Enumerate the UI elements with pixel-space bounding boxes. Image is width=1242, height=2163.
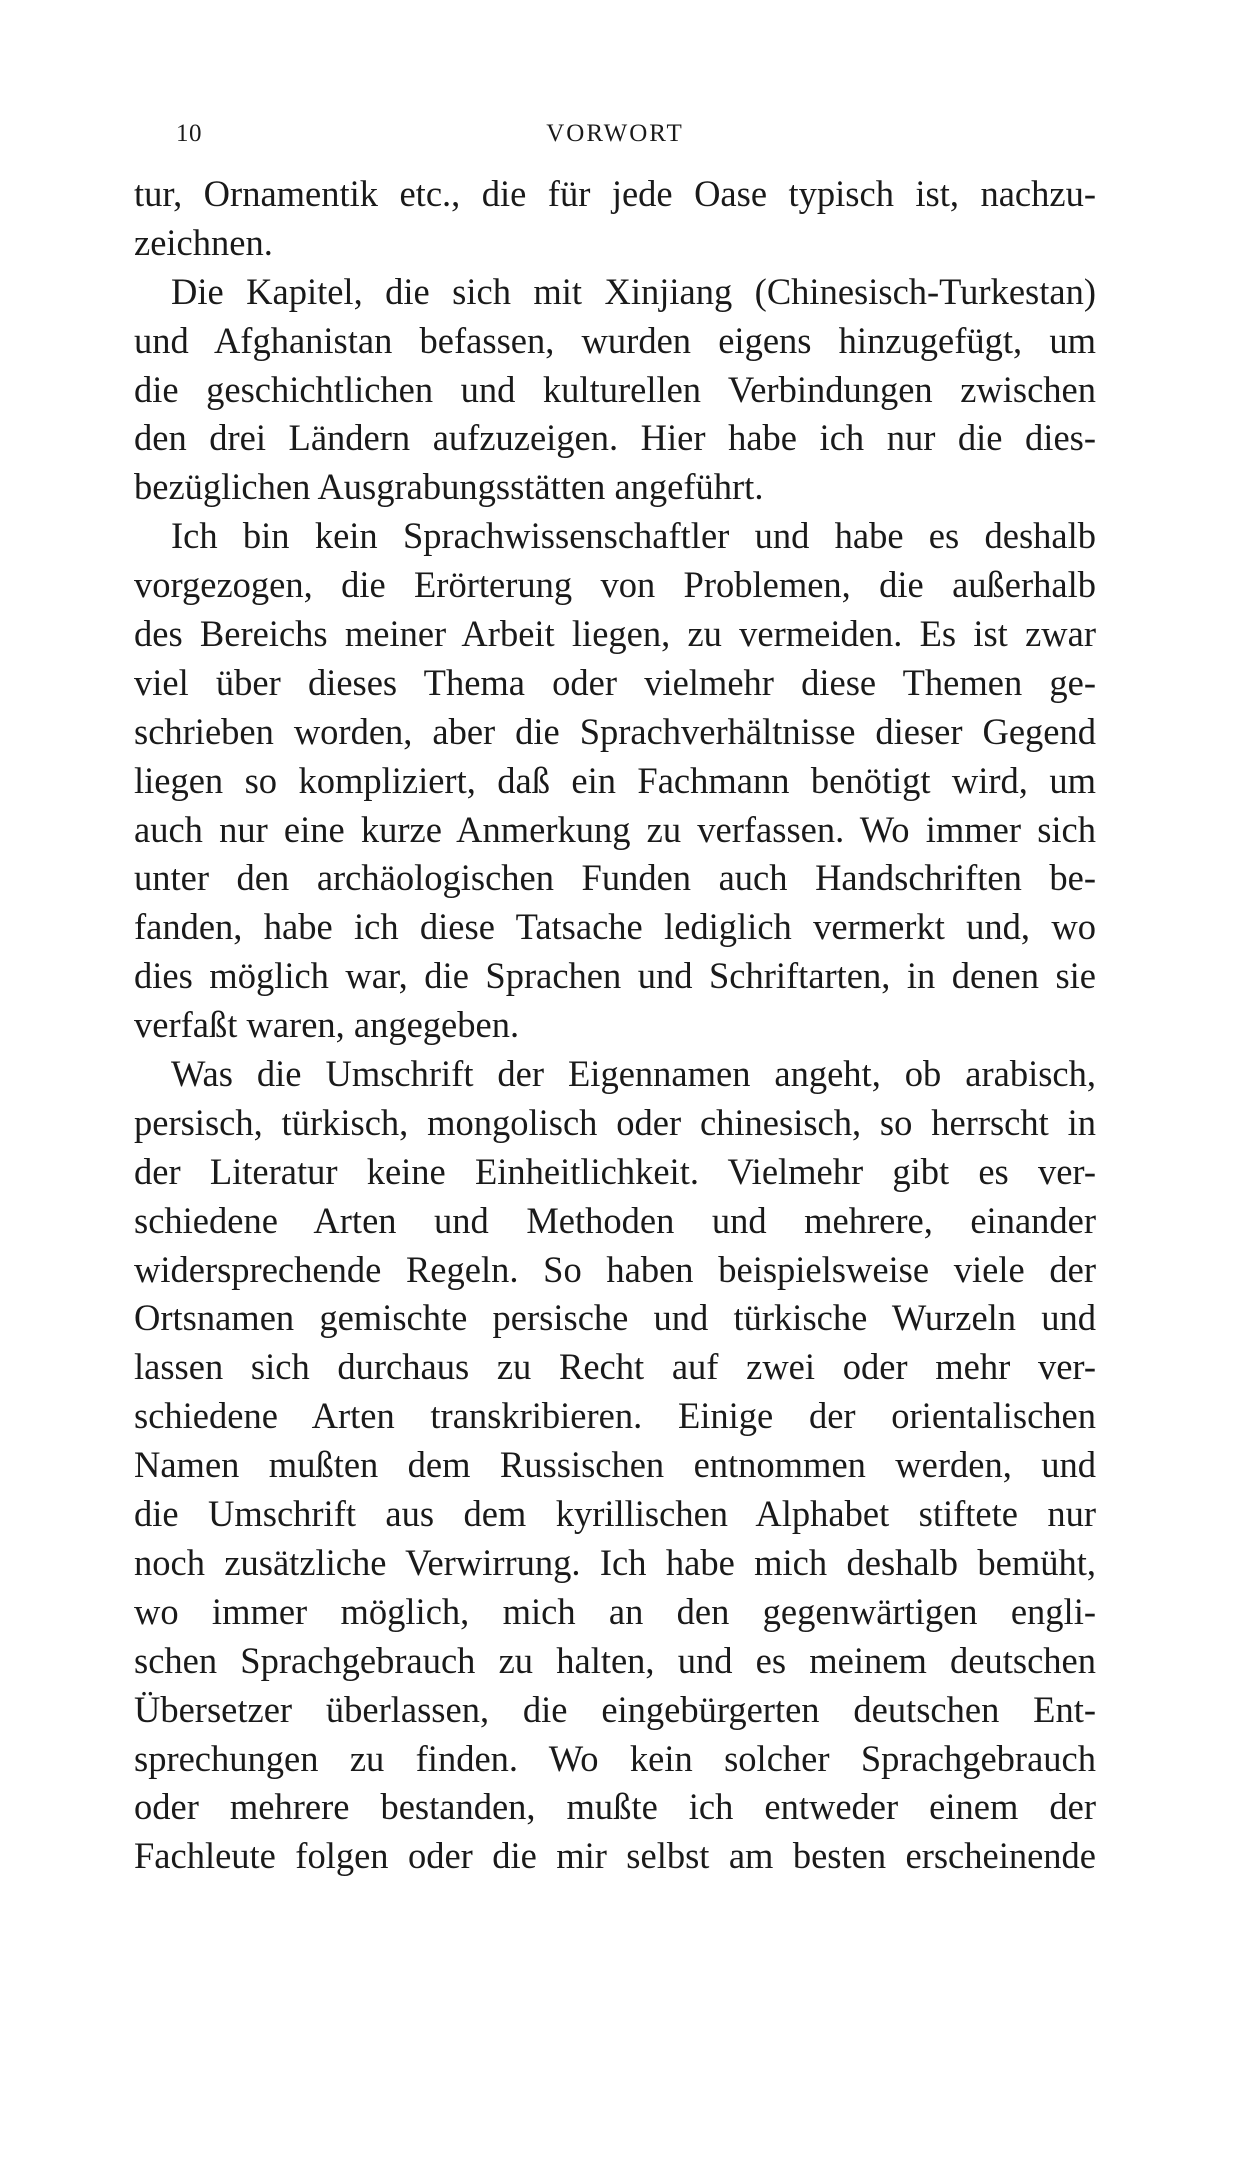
- text-line: des Bereichs meiner Arbeit liegen, zu vermeiden. Es ist zwar: [134, 613, 1096, 655]
- text-line: der Literatur keine Einheitlichkeit. Vielmehr gibt es ver-: [134, 1150, 1096, 1192]
- text-line: die Umschrift aus dem kyrillischen Alphabet stiftete nur: [134, 1493, 1096, 1535]
- text-line: vorgezogen, die Erörterung von Problemen, die außerhalb: [134, 564, 1096, 606]
- text-line: verfaßt waren, angegeben.: [134, 1004, 520, 1046]
- text-line: Fachleute folgen oder die mir selbst am besten erscheinende: [134, 1835, 1096, 1877]
- text-line: tur, Ornamentik etc., die für jede Oase typisch ist, nachzu-: [134, 173, 1096, 214]
- text-line: Übersetzer überlassen, die eingebürgerten deutschen Ent-: [134, 1688, 1096, 1730]
- text-line: und Afghanistan befassen, wurden eigens hinzugefügt, um: [134, 319, 1096, 361]
- text-line: dies möglich war, die Sprachen und Schriftarten, in denen sie: [134, 955, 1096, 997]
- text-line: schen Sprachgebrauch zu halten, und es meinem deutschen: [134, 1639, 1096, 1681]
- text-line: die geschichtlichen und kulturellen Verbindungen zwischen: [134, 368, 1096, 410]
- text-line: Ich bin kein Sprachwissenschaftler und habe es deshalb: [171, 515, 1096, 557]
- text-line: Was die Umschrift der Eigennamen angeht, ob arabisch,: [171, 1053, 1096, 1095]
- text-line: schiedene Arten und Methoden und mehrere, einander: [134, 1199, 1096, 1241]
- text-line: persisch, türkisch, mongolisch oder chinesisch, so herrscht in: [134, 1101, 1096, 1143]
- text-line: Ortsnamen gemischte persische und türkische Wurzeln und: [134, 1297, 1096, 1339]
- running-head: [134, 120, 1096, 160]
- text-line: zeichnen.: [134, 221, 273, 263]
- text-line: wo immer möglich, mich an den gegenwärtigen engli-: [134, 1590, 1096, 1632]
- text-line: liegen so kompliziert, daß ein Fachmann benötigt wird, um: [134, 759, 1096, 801]
- text-line: widersprechende Regeln. So haben beispielsweise viele der: [134, 1248, 1096, 1290]
- text-line: bezüglichen Ausgrabungsstätten angeführt.: [134, 466, 764, 508]
- text-line: schrieben worden, aber die Sprachverhältnisse dieser Gegend: [134, 710, 1096, 752]
- text-line: auch nur eine kurze Anmerkung zu verfassen. Wo immer sich: [134, 808, 1096, 850]
- text-line: sprechungen zu finden. Wo kein solcher Sprachgebrauch: [134, 1737, 1096, 1779]
- text-line: oder mehrere bestanden, mußte ich entweder einem der: [134, 1786, 1096, 1828]
- text-line: Namen mußten dem Russischen entnommen werden, und: [134, 1444, 1096, 1486]
- text-line: viel über dieses Thema oder vielmehr diese Themen ge-: [134, 661, 1096, 703]
- text-line: den drei Ländern aufzuzeigen. Hier habe ich nur die dies-: [134, 417, 1096, 459]
- text-line: noch zusätzliche Verwirrung. Ich habe mich deshalb bemüht,: [134, 1541, 1096, 1583]
- body-text: [134, 170, 1096, 1881]
- text-line: lassen sich durchaus zu Recht auf zwei oder mehr ver-: [134, 1346, 1096, 1388]
- page-number: 10: [176, 120, 202, 147]
- running-title: VORWORT: [546, 120, 684, 147]
- text-line: Die Kapitel, die sich mit Xinjiang (Chinesisch-Turkestan): [171, 270, 1096, 312]
- text-line: fanden, habe ich diese Tatsache lediglich vermerkt und, wo: [134, 906, 1096, 948]
- text-line: schiedene Arten transkribieren. Einige der orientalischen: [134, 1395, 1096, 1437]
- text-line: unter den archäologischen Funden auch Handschriften be-: [134, 857, 1096, 899]
